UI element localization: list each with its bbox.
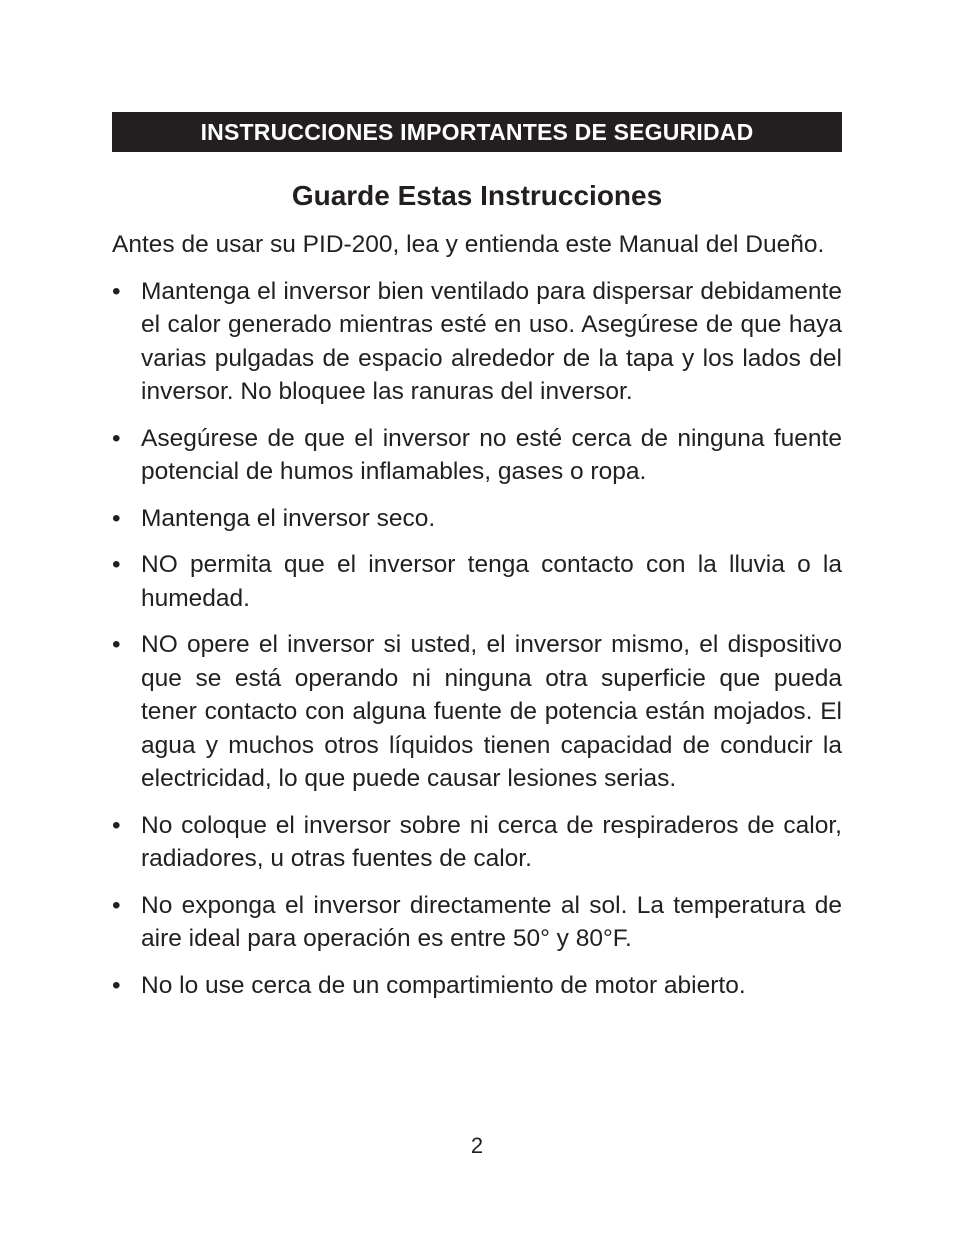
bullet-icon: • — [112, 631, 121, 658]
bullet-icon: • — [112, 551, 121, 578]
bullet-icon: • — [112, 424, 121, 452]
list-item — [112, 422, 842, 489]
intro-paragraph: Antes de usar su PID-200, lea y entienda este Manual del Dueño. — [112, 231, 825, 258]
list-item — [112, 275, 842, 409]
bullet-icon: • — [112, 971, 121, 999]
list-item-text: No exponga el inversor directamente al sol. La temperatura de aire ideal para operación es entre 50° y 80°F. — [141, 891, 842, 952]
list-item-text: NO permita que el inversor tenga contacto con la lluvia o la humedad. — [141, 551, 842, 612]
page-subtitle: Guarde Estas Instrucciones — [291, 180, 663, 211]
bullet-icon: • — [112, 891, 121, 919]
list-item — [112, 969, 842, 1003]
bullet-icon: • — [112, 277, 121, 305]
list-item-text: NO opere el inversor si usted, el inversor mismo, el dispositivo que se está operando ni ninguna otra superficie que pueda tener contacto con alguna fuente de potencia están mojados. El agua y muchos otros líquidos tienen capacidad de conducir la electricidad, lo que puede causar lesiones serias. — [141, 631, 842, 792]
list-item-text: No lo use cerca de un compartimiento de motor abierto. — [141, 971, 746, 999]
bullet-icon: • — [112, 811, 121, 839]
list-item — [112, 889, 842, 956]
list-item — [112, 809, 842, 876]
safety-banner: INSTRUCCIONES IMPORTANTES DE SEGURIDAD — [112, 112, 842, 152]
list-item — [112, 628, 842, 796]
bullet-icon: • — [112, 504, 121, 532]
list-item-text: No coloque el inversor sobre ni cerca de respiraderos de calor, radiadores, u otras fuentes de calor. — [141, 811, 842, 872]
list-item-text: Mantenga el inversor seco. — [141, 504, 436, 532]
list-item — [112, 502, 842, 536]
list-item-text: Asegúrese de que el inversor no esté cerca de ninguna fuente potencial de humos inflamables, gases o ropa. — [141, 424, 842, 485]
manual-page — [112, 112, 842, 1015]
list-item-text: Mantenga el inversor bien ventilado para dispersar debidamente el calor generado mientras esté en uso. Asegúrese de que haya varias pulgadas de espacio alrededor de la tapa y los lados del inversor. No bloquee las ranuras del inversor. — [141, 277, 842, 405]
page-number: 2 — [470, 1133, 484, 1158]
safety-list — [112, 275, 842, 1003]
list-item — [112, 548, 842, 615]
